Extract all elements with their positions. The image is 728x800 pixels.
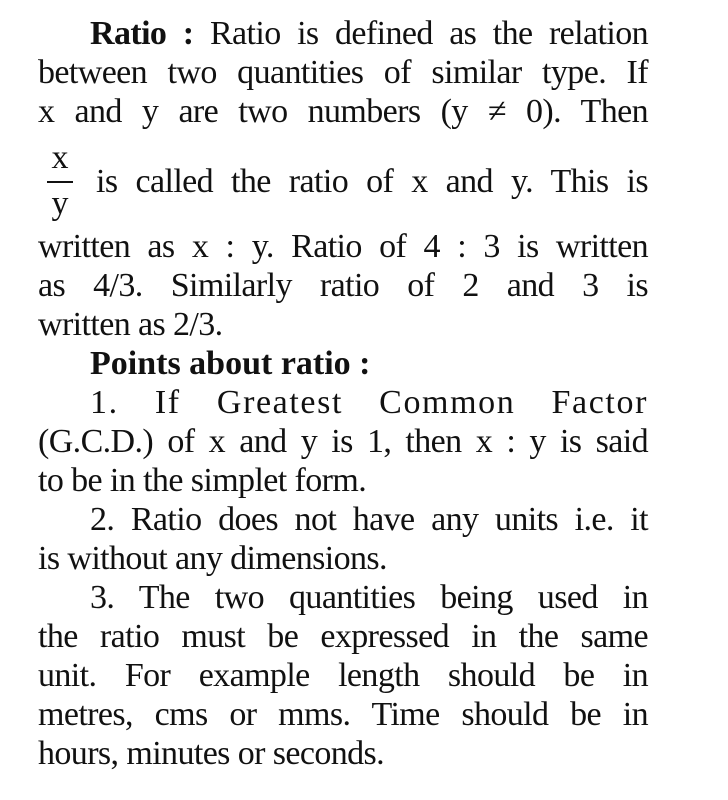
continuation-line-3: written as 2/3.: [38, 306, 223, 343]
definition-line-2: between two quantities of similar type. If: [38, 54, 648, 91]
point-2-line-1: 2. Ratio does not have any units i.e. it: [90, 501, 648, 538]
fraction-text: is called the ratio of x and y. This is: [96, 162, 648, 200]
fraction-x-over-y: [38, 141, 82, 221]
continuation-line-1: written as x : y. Ratio of 4 : 3 is written: [38, 228, 648, 265]
definition-text-1: Ratio is defined as the relation: [209, 15, 648, 52]
points-heading: Points about ratio :: [90, 345, 371, 382]
point-3-line-2: the ratio must be expressed in the same: [38, 618, 648, 655]
continuation-line-2: as 4/3. Similarly ratio of 2 and 3 is: [38, 267, 648, 304]
fraction-row: [38, 135, 648, 227]
fraction-denominator: y: [51, 185, 69, 222]
fraction-bar: [47, 181, 73, 183]
fraction-numerator: x: [51, 139, 69, 176]
point-3-line-3: unit. For example length should be in: [38, 657, 648, 694]
point-1-line-1: 1. If Greatest Common Factor: [90, 384, 648, 421]
point-1-line-2: (G.C.D.) of x and y is 1, then x : y is said: [38, 423, 648, 460]
point-3-line-1: 3. The two quantities being used in: [90, 579, 648, 616]
point-3-line-5: hours, minutes or seconds.: [38, 735, 385, 772]
definition-line-1: [38, 14, 648, 53]
point-2-line-2: is without any dimensions.: [38, 540, 387, 577]
point-3-line-4: metres, cms or mms. Time should be in: [38, 696, 648, 733]
point-1-line-3: to be in the simplet form.: [38, 462, 367, 499]
definition-term: Ratio :: [90, 15, 194, 52]
definition-line-3: x and y are two numbers (y ≠ 0). Then: [38, 93, 648, 130]
document-page: [38, 14, 648, 773]
